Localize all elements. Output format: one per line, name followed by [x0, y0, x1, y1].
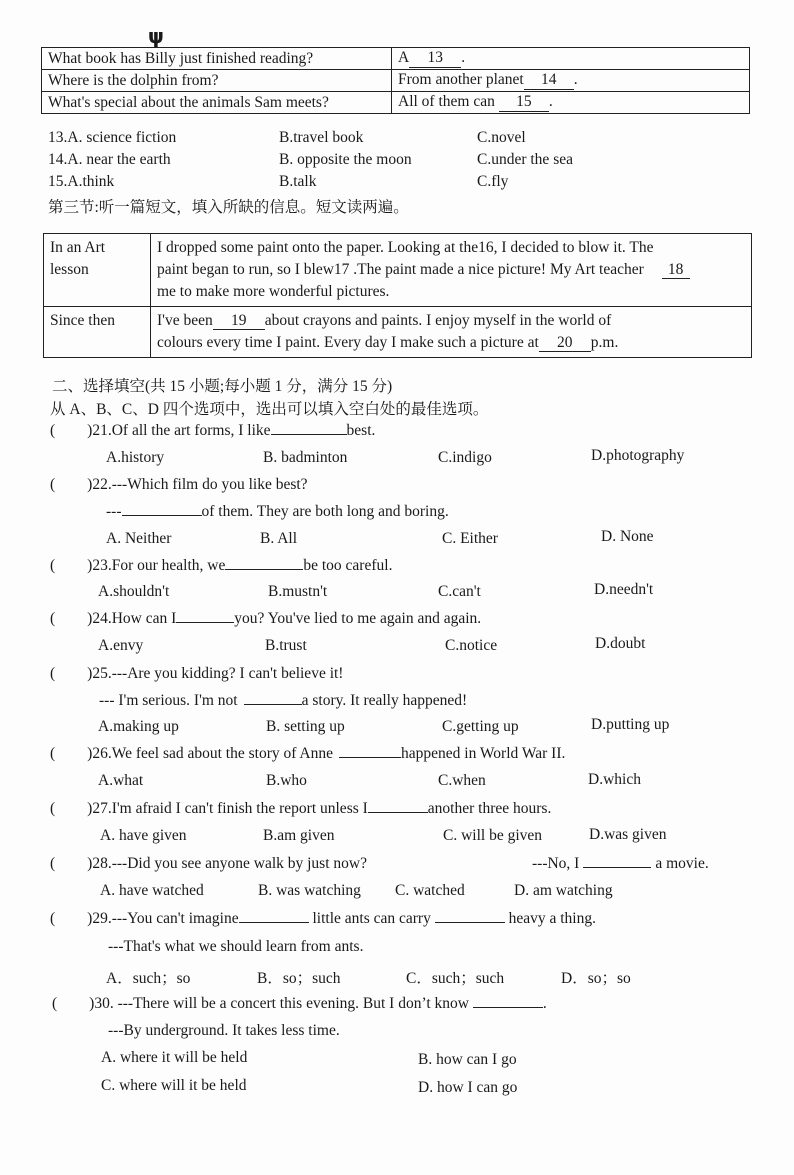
q24-option-d: D.doubt [595, 635, 646, 652]
question-29-line2: ---That's what we should learn from ants. [108, 938, 364, 955]
q24-option-a: A.envy [98, 637, 144, 654]
section-3-title: 第三节:听一篇短文，填入所缺的信息。短文读两遍。 [48, 199, 409, 216]
answer-punct: . [461, 49, 466, 67]
q27-option-d: D.was given [589, 826, 667, 843]
option-14-a: 14.A. near the earth [48, 151, 171, 168]
answer-punct: . [548, 93, 553, 111]
answer-blank: 15 [499, 94, 549, 111]
blank [339, 757, 401, 758]
q26-option-c: C.when [438, 772, 486, 789]
blank-20: 20 [539, 335, 591, 352]
q29-option-d: D．so；so [561, 970, 631, 987]
blank-19: 19 [213, 313, 265, 330]
q28-option-c: C. watched [395, 882, 465, 899]
passage-table [43, 233, 752, 358]
question-30-stem: ( )30. ---There will be a concert this evening. But I don’t know . [52, 995, 547, 1012]
option-13-c: C.novel [477, 129, 526, 146]
answer-blank: 14 [524, 72, 574, 89]
option-13-a: 13.A. science fiction [48, 129, 177, 146]
q26-option-b: B.who [266, 772, 307, 789]
option-15-b: B.talk [279, 173, 317, 190]
q23-option-d: D.needn't [594, 581, 654, 598]
option-14-c: C.under the sea [477, 151, 573, 168]
part-2-instruction: 从 A、B、C、D 四个选项中，选出可以填入空白处的最佳选项。 [50, 401, 489, 418]
option-13-b: B.travel book [279, 129, 364, 146]
table-answer-cell [392, 70, 750, 92]
question-25-line2: --- I'm serious. I'm not a story. It really happened! [99, 692, 468, 709]
table-row [42, 92, 750, 114]
question-23-stem: ( )23.For our health, we be too careful. [50, 557, 393, 574]
blank [583, 867, 651, 868]
q22-option-c: C. Either [442, 530, 498, 547]
q21-option-d: D.photography [591, 447, 685, 464]
q22-option-a: A. Neither [106, 530, 172, 547]
q23-option-c: C.can't [438, 583, 481, 600]
q24-option-c: C.notice [445, 637, 498, 654]
question-26-stem: ( )26.We feel sad about the story of Anne happened in World War II. [50, 745, 566, 762]
q21-option-c: C.indigo [438, 449, 492, 466]
q28-option-b: B. was watching [258, 882, 361, 899]
q21-option-b: B. badminton [263, 449, 348, 466]
blank [239, 922, 309, 923]
part-2-title: 二、选择填空(共 15 小题;每小题 1 分，满分 15 分) [52, 378, 393, 395]
q25-option-a: A.making up [98, 718, 179, 735]
q29-option-a: A．such；so [106, 970, 191, 987]
blank [473, 1007, 543, 1008]
answer-punct: . [573, 71, 578, 89]
q28-option-a: A. have watched [100, 882, 204, 899]
blank [176, 622, 234, 623]
question-27-stem: ( )27.I'm afraid I can't finish the report unless I another three hours. [50, 800, 552, 817]
question-30-line2: ---By underground. It takes less time. [108, 1022, 340, 1039]
question-22-stem: ( )22.---Which film do you like best? [50, 476, 308, 493]
q30-option-b: B. how can I go [418, 1051, 517, 1068]
q29-option-c: C．such；such [406, 970, 505, 987]
q26-option-a: A.what [98, 772, 144, 789]
answer-text: All of them can [398, 93, 495, 111]
q25-option-b: B. setting up [266, 718, 345, 735]
passage-row-2-text: I've been 19 about crayons and paints. I enjoy myself in the world of colours every time I paint. Every day I make such a picture at 20 p.m. [151, 307, 752, 358]
q22-option-b: B. All [260, 530, 298, 547]
q26-option-d: D.which [588, 771, 641, 788]
q25-option-d: D.putting up [591, 716, 670, 733]
q27-option-b: B.am given [263, 827, 335, 844]
question-21-stem: ( )21.Of all the art forms, I like best. [50, 422, 376, 439]
question-25-stem: ( )25.---Are you kidding? I can't believe it! [50, 665, 344, 682]
q29-option-b: B．so；such [257, 970, 341, 987]
question-28-reply: ---No, I a movie. [532, 855, 709, 872]
table-question-cell: Where is the dolphin from? [42, 70, 392, 92]
blank [122, 515, 202, 516]
question-22-line2: --- of them. They are both long and boring. [106, 503, 449, 520]
table-row [44, 307, 752, 358]
option-15-c: C.fly [477, 173, 509, 190]
q30-option-a: A. where it will be held [101, 1049, 248, 1066]
table-row [42, 48, 750, 70]
q24-option-b: B.trust [265, 637, 307, 654]
q27-option-c: C. will be given [443, 827, 543, 844]
q28-option-d: D. am watching [514, 882, 613, 899]
blank [435, 922, 505, 923]
blank [368, 812, 428, 813]
blank [244, 704, 302, 705]
q23-option-b: B.mustn't [268, 583, 328, 600]
q25-option-c: C.getting up [442, 718, 519, 735]
answer-text: From another planet [398, 71, 524, 89]
table-answer-cell [392, 48, 750, 70]
option-14-b: B. opposite the moon [279, 151, 412, 168]
table-answer-cell [392, 92, 750, 114]
q30-option-d: D. how I can go [418, 1079, 518, 1096]
q27-option-a: A. have given [100, 827, 187, 844]
answer-text: A [398, 49, 410, 67]
passage-row-1-text: I dropped some paint onto the paper. Looking at the16, I decided to blow it. The paint began to run, so I blew17 .The paint made a nice picture! My Art teacher 18 me to make more wonderful pictures. [151, 234, 752, 307]
option-15-a: 15.A.think [48, 173, 115, 190]
q23-option-a: A.shouldn't [98, 583, 170, 600]
q21-option-a: A.history [106, 449, 165, 466]
table-question-cell: What book has Billy just finished reading? [42, 48, 392, 70]
row-head-art-lesson: In an Art lesson [44, 234, 151, 307]
q30-option-c: C. where will it be held [101, 1077, 247, 1094]
table-question-cell: What's special about the animals Sam meets? [42, 92, 392, 114]
question-24-stem: ( )24.How can I you? You've lied to me again and again. [50, 610, 482, 627]
q22-option-d: D. None [601, 528, 654, 545]
listening-question-table [41, 47, 750, 114]
row-head-since-then: Since then [44, 307, 151, 358]
blank-18: 18 [662, 262, 690, 279]
question-28-stem: ( )28.---Did you see anyone walk by just now? [50, 855, 367, 872]
question-29-stem: ( )29.---You can't imagine little ants can carry heavy a thing. [50, 910, 596, 927]
blank [271, 434, 347, 435]
blank [225, 569, 303, 570]
top-mark: ψ [148, 24, 164, 48]
table-row [44, 234, 752, 307]
answer-blank: 13 [409, 50, 461, 67]
table-row [42, 70, 750, 92]
